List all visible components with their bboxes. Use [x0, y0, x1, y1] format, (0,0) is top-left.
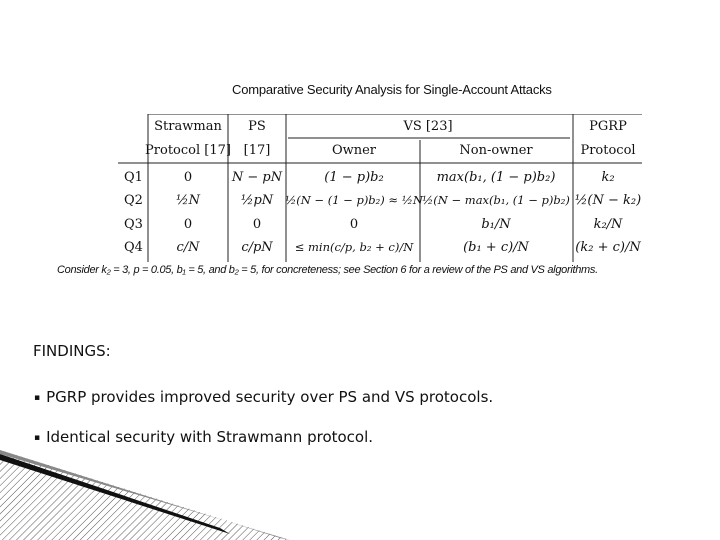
header-pgrp: PGRP	[589, 119, 627, 134]
table-cell: k₂	[601, 170, 615, 185]
table-cell: ½(N − max(b₁, (1 − p)b₂)	[422, 193, 570, 207]
table-caption: Comparative Security Analysis for Single-Account Attacks	[232, 82, 552, 97]
table-cell: ½pN	[240, 193, 274, 208]
table-cell: 0	[252, 217, 262, 232]
table-cell: N − pN	[231, 170, 283, 185]
header-strawman: Strawman	[154, 119, 222, 134]
table-cell: c/pN	[241, 240, 273, 255]
table-cell: ½(N − (1 − p)b₂) ≈ ½N	[285, 193, 423, 207]
header-vs: VS [23]	[403, 119, 453, 134]
table-cell: max(b₁, (1 − p)b₂)	[436, 170, 556, 185]
header-ps-ref: [17]	[243, 143, 271, 158]
table-cell: 0	[183, 217, 193, 232]
table-cell: 0	[349, 217, 359, 232]
bullet-text: PGRP provides improved security over PS and VS protocols.	[46, 388, 494, 406]
table-cell: k₂/N	[593, 217, 623, 232]
header-non-owner: Non-owner	[459, 143, 533, 158]
table-footnote: Consider k₂ = 3, p = 0.05, b₁ = 5, and b₂ = 5, for concreteness; see Section 6 for a review of the PS and VS algorithms.	[57, 264, 598, 276]
list-item	[34, 428, 373, 446]
header-strawman-protocol: Protocol [17]	[145, 143, 231, 158]
table-cell: (b₁ + c)/N	[463, 240, 529, 255]
list-item	[34, 388, 493, 406]
security-table	[118, 114, 642, 262]
bullet-icon: ▪	[34, 433, 41, 443]
row-label-q2: Q2	[124, 193, 143, 208]
table-cell: (k₂ + c)/N	[575, 240, 641, 255]
row-label-q4: Q4	[124, 240, 143, 255]
row-label-q3: Q3	[124, 217, 143, 232]
header-ps: PS	[248, 119, 266, 134]
table-cell: ≤ min(c/p, b₂ + c)/N	[294, 240, 414, 254]
findings-title: FINDINGS:	[33, 342, 111, 360]
table-cell: b₁/N	[481, 217, 511, 232]
table-cell: ½N	[176, 193, 200, 208]
table-cell: 0	[183, 170, 193, 185]
bullet-icon: ▪	[34, 393, 41, 403]
decorative-stripes	[0, 450, 300, 540]
bullet-text: Identical security with Strawmann protocol.	[46, 428, 374, 446]
row-label-q1: Q1	[124, 170, 143, 185]
header-owner: Owner	[331, 143, 377, 158]
header-pgrp-protocol: Protocol	[580, 143, 636, 158]
table-cell: c/N	[176, 240, 200, 255]
table-cell: ½(N − k₂)	[574, 193, 642, 208]
table-cell: (1 − p)b₂	[324, 170, 384, 185]
